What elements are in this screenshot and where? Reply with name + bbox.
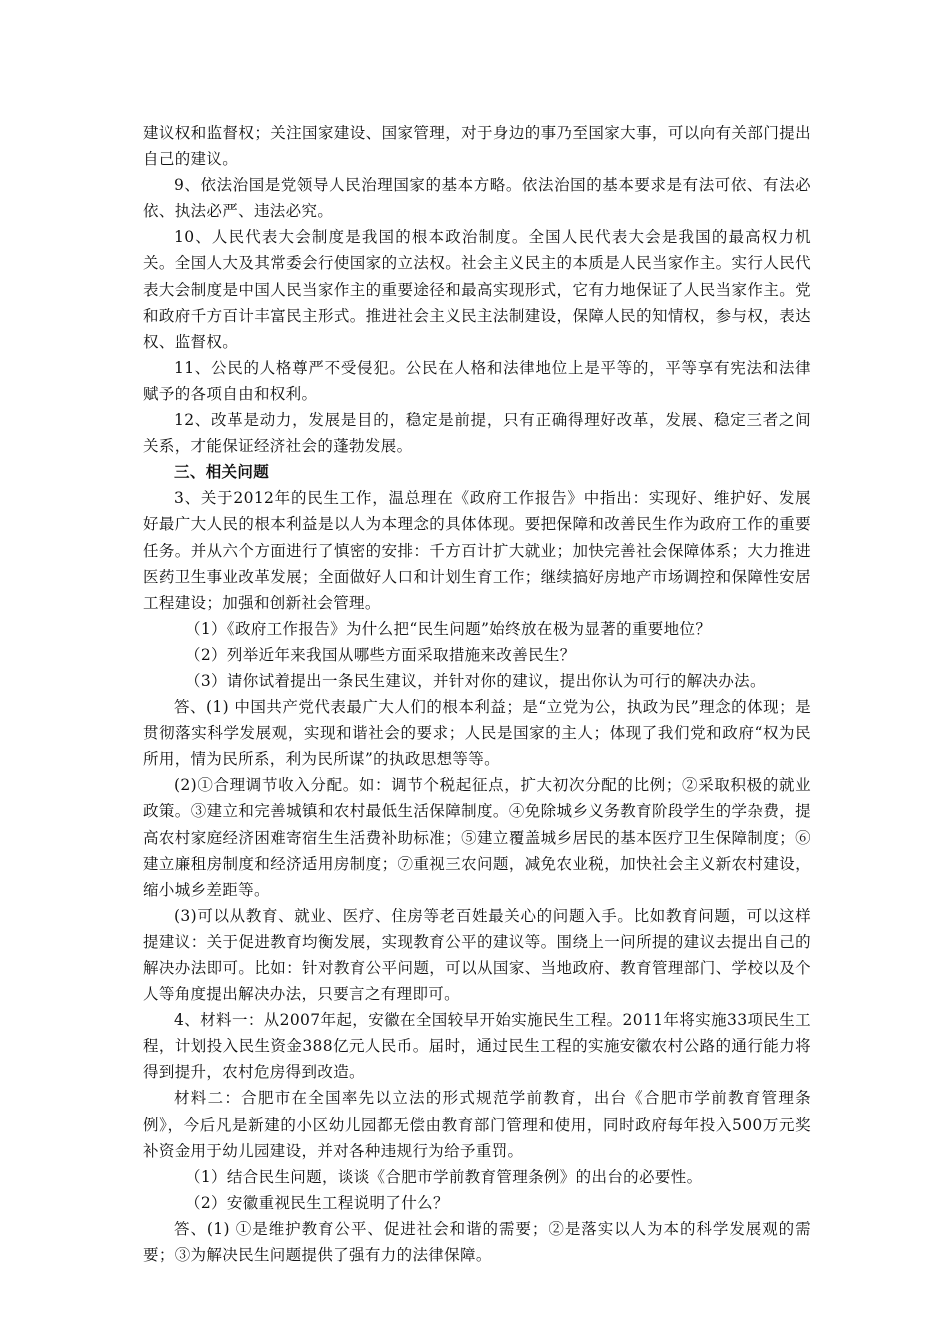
question-4-sub-1: （1）结合民生问题，谈谈《合肥市学前教育管理条例》的出台的必要性。 — [185, 1167, 703, 1186]
section-heading: 三、相关问题 — [174, 462, 270, 482]
question-3-sub-1: （1）《政府工作报告》为什么把“民生问题”始终放在极为显著的重要地位？ — [185, 619, 712, 638]
answer-3-part-2: (2)①合理调节收入分配。如：调节个税起征点，扩大初次分配的比例；②采取积极的就业政策。③建立和完善城镇和农村最低生活保障制度。④免除城乡义务教育阶段学生的学杂费，提高农村家庭经济困难寄宿生生活费补助标准；⑤建立覆盖城乡居民的基本医疗卫生保障制度；⑥建立廉租房制度和经济适用房制度；⑦重视三农问题，减免农业税，加快社会主义新农村建设，缩小城乡差距等。 — [143, 776, 811, 899]
question-3-material: 3、关于2012年的民生工作，温总理在《政府工作报告》中指出：实现好、维护好、发展好最广大人民的根本利益是以人为本理念的具体体现。要把保障和改善民生作为政府工作的重要任务。并从六个方面进行了慎密的安排：千方百计扩大就业；加快完善社会保障体系；大力推进医药卫生事业改革发展；全面做好人口和计划生育工作；继续搞好房地产市场调控和保障性安居工程建设；加强和创新社会管理。 — [143, 489, 811, 612]
paragraph-point-12: 12、改革是动力，发展是目的，稳定是前提，只有正确得理好改革，发展、稳定三者之间关系，才能保证经济社会的蓬勃发展。 — [143, 411, 811, 456]
document-body — [143, 120, 811, 1268]
question-3-sub-2: （2）列举近年来我国从哪些方面采取措施来改善民生？ — [185, 645, 576, 664]
paragraph-advice-right: 建议权和监督权；关注国家建设、国家管理，对于身边的事乃至国家大事，可以向有关部门提出自己的建议。 — [143, 124, 811, 169]
question-3-sub-3: （3）请你试着提出一条民生建议，并针对你的建议，提出你认为可行的解决办法。 — [185, 671, 766, 690]
question-4-sub-2: （2）安徽重视民生工程说明了什么？ — [185, 1193, 449, 1212]
paragraph-point-11: 11、公民的人格尊严不受侵犯。公民在人格和法律地位上是平等的，平等享有宪法和法律赋予的各项自由和权利。 — [143, 358, 811, 403]
answer-4-part-1: 答、(1) ①是维护教育公平、促进社会和谐的需要；②是落实以人为本的科学发展观的需要；③为解决民生问题提供了强有力的法律保障。 — [143, 1219, 811, 1265]
paragraph-point-10: 10、人民代表大会制度是我国的根本政治制度。全国人民代表大会是我国的最高权力机关。全国人大及其常委会行使国家的立法权。社会主义民主的本质是人民当家作主。实行人民代表大会制度是中国人民当家作主的重要途径和最高实现形式，它有力地保证了人民当家作主。党和政府千方百计丰富民主形式。推进社会主义民主法制建设，保障人民的知情权，参与权，表达权、监督权。 — [143, 228, 811, 351]
paragraph-point-9: 9、依法治国是党领导人民治理国家的基本方略。依法治国的基本要求是有法可依、有法必依、执法必严、违法必究。 — [143, 176, 811, 221]
answer-3-part-1: 答、(1) 中国共产党代表最广大人们的根本利益；是“立党为公，执政为民”理念的体现；是贯彻落实科学发展观，实现和谐社会的要求；人民是国家的主人；体现了我们党和政府“权为民所用，情为民所系，利为民所谋”的执政思想等等。 — [143, 698, 811, 769]
question-4-material-1: 4、材料一：从2007年起，安徽在全国较早开始实施民生工程。2011年将实施33项民生工程，计划投入民生资金388亿元人民币。届时，通过民生工程的实施安徽农村公路的通行能力将得到提升，农村危房得到改造。 — [143, 1011, 811, 1082]
answer-3-part-3: (3)可以从教育、就业、医疗、住房等老百姓最关心的问题入手。比如教育问题，可以这样提建议：关于促进教育均衡发展，实现教育公平的建议等。围绕上一问所提的建议去提出自己的解决办法即可。比如：针对教育公平问题，可以从国家、当地政府、教育管理部门、学校以及个人等角度提出解决办法，只要言之有理即可。 — [143, 906, 811, 1004]
question-4-material-2: 材料二：合肥市在全国率先以立法的形式规范学前教育，出台《合肥市学前教育管理条例》，今后凡是新建的小区幼儿园都无偿由教育部门管理和使用，同时政府每年投入500万元奖补资金用于幼儿园建设，并对各种违规行为给予重罚。 — [143, 1089, 811, 1160]
